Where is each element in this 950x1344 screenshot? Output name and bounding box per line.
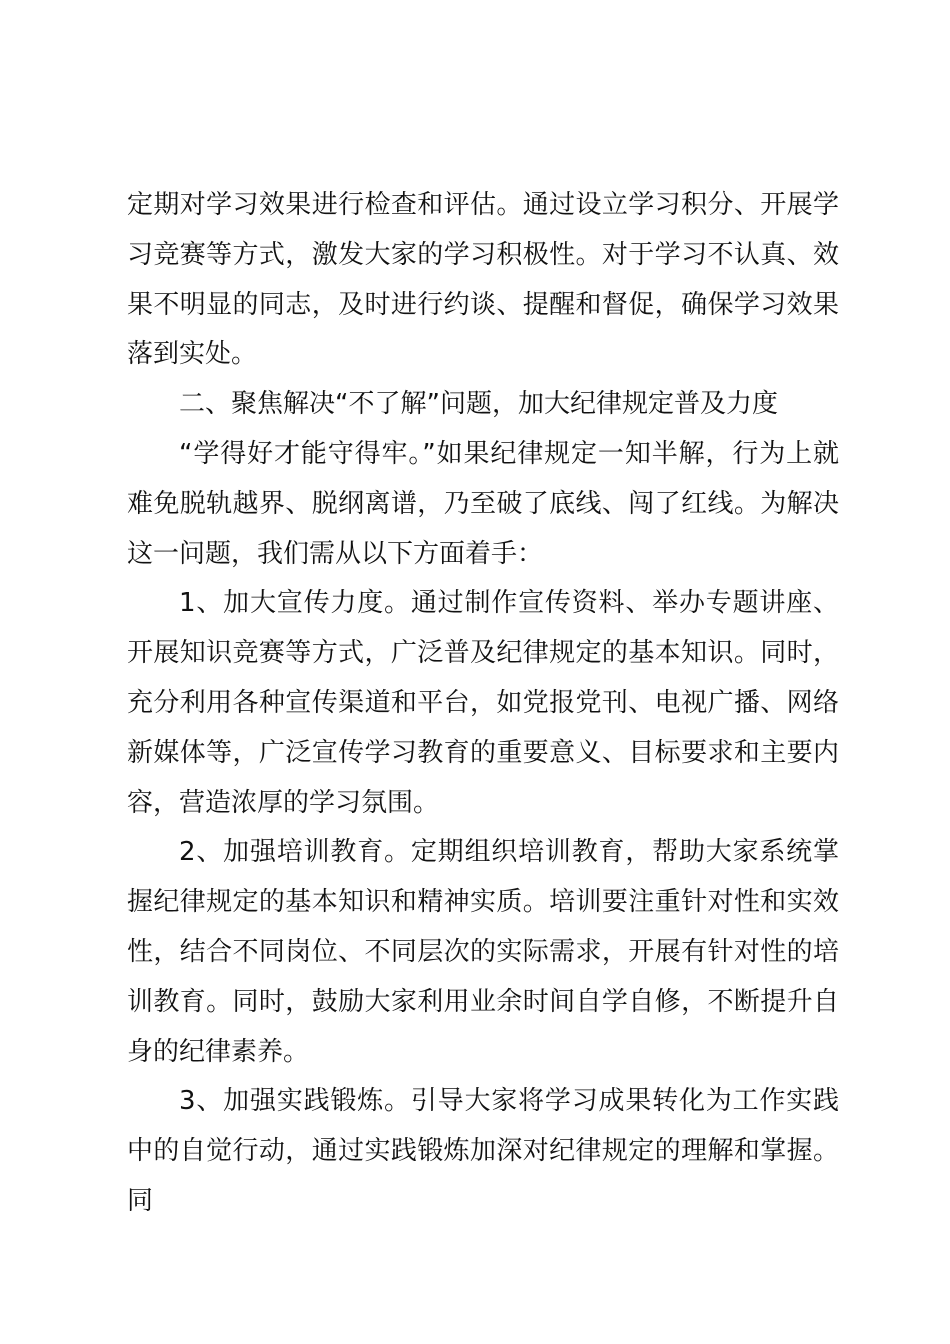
paragraph-item-2: 2、加强培训教育。定期组织培训教育，帮助大家系统掌握纪律规定的基本知识和精神实质。培训要注重针对性和实效性，结合不同岗位、不同层次的实际需求，开展有针对性的培训教育。同时，鼓励大家利用业余时间自学自修，不断提升自身的纪律素养。 xyxy=(127,837,839,1067)
paragraph-quote: “学得好才能守得牢。”如果纪律规定一知半解，行为上就难免脱轨越界、脱纲离谱，乃至破了底线、闯了红线。为解决这一问题，我们需从以下方面着手： xyxy=(127,438,839,569)
paragraph-item-3: 3、加强实践锻炼。引导大家将学习成果转化为工作实践中的自觉行动，通过实践锻炼加深对纪律规定的理解和掌握。同 xyxy=(127,1086,839,1216)
section-heading: 二、聚焦解决“不了解”问题，加大纪律规定普及力度 xyxy=(179,389,778,420)
document-body xyxy=(127,181,839,1227)
paragraph-item-1: 1、加大宣传力度。通过制作宣传资料、举办专题讲座、开展知识竞赛等方式，广泛普及纪律规定的基本知识。同时，充分利用各种宣传渠道和平台，如党报党刊、电视广播、网络新媒体等，广泛宣传学习教育的重要意义、目标要求和主要内容，营造浓厚的学习氛围。 xyxy=(127,588,839,818)
paragraph-continuation: 定期对学习效果进行检查和评估。通过设立学习积分、开展学习竞赛等方式，激发大家的学习积极性。对于学习不认真、效果不明显的同志，及时进行约谈、提醒和督促，确保学习效果落到实处。 xyxy=(127,190,839,370)
